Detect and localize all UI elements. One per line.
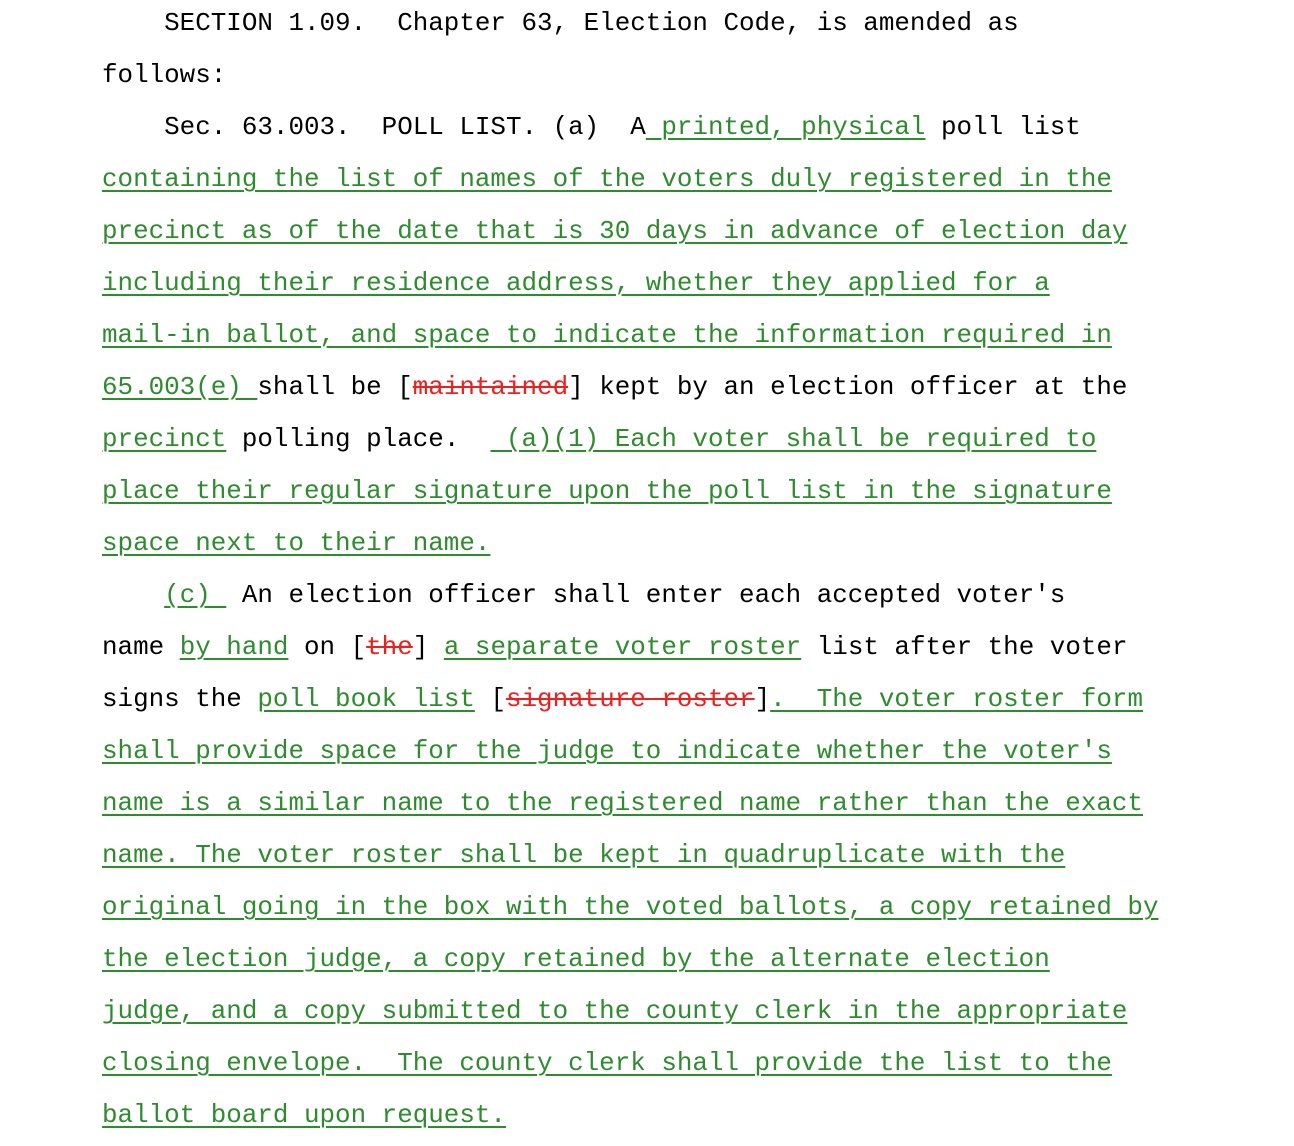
- inserted-text: name is a similar name to the registered name rather than the exact: [102, 788, 1143, 818]
- text-segment: ]: [412, 632, 444, 662]
- inserted-text: space next to their name.: [102, 528, 491, 558]
- text-line: [102, 8, 1019, 38]
- deleted-text: signature roster: [505, 684, 755, 714]
- inserted-text: (a)(1) Each voter shall be required to: [490, 424, 1097, 454]
- text-line: [102, 164, 1112, 194]
- text-line: [102, 1048, 1112, 1078]
- inserted-text: mail-in ballot, and space to indicate the information required in: [102, 320, 1112, 350]
- text-line: [102, 684, 1143, 714]
- text-segment: list after the voter: [801, 632, 1128, 662]
- inserted-text: a separate voter roster: [443, 632, 802, 662]
- inserted-text: original going in the box with the voted ballots, a copy retained by: [102, 892, 1159, 922]
- text-segment: poll list: [925, 112, 1081, 142]
- text-line: [102, 1100, 506, 1130]
- text-line: [102, 944, 1050, 974]
- text-line: [102, 996, 1127, 1026]
- inserted-text: . The voter roster form: [770, 684, 1144, 714]
- inserted-text: printed, physical: [645, 112, 926, 142]
- text-line: [102, 216, 1127, 246]
- inserted-text: 65.003(e): [102, 372, 258, 402]
- deleted-text: the: [366, 632, 413, 662]
- inserted-text: containing the list of names of the voters duly registered in the: [102, 164, 1112, 194]
- text-segment: signs the: [102, 684, 258, 714]
- inserted-text: judge, and a copy submitted to the county clerk in the appropriate: [102, 996, 1128, 1026]
- inserted-text: including their residence address, whether they applied for a: [102, 268, 1050, 298]
- text-line: [102, 840, 1065, 870]
- text-segment: shall be [: [257, 372, 413, 402]
- text-segment: polling place.: [226, 424, 491, 454]
- inserted-text: ballot board upon request.: [102, 1100, 506, 1130]
- inserted-text: the election judge, a copy retained by the alternate election: [102, 944, 1050, 974]
- inserted-text: shall provide space for the judge to indicate whether the voter's: [102, 736, 1112, 766]
- text-line: [102, 736, 1112, 766]
- text-line: [102, 892, 1159, 922]
- text-line: [102, 268, 1050, 298]
- text-segment: on [: [288, 632, 367, 662]
- text-line: [102, 476, 1112, 506]
- text-line: [102, 632, 1127, 662]
- text-segment: follows:: [102, 60, 227, 90]
- text-line: [102, 580, 1065, 610]
- deleted-text: maintained: [412, 372, 569, 402]
- text-segment: SECTION 1.09. Chapter 63, Election Code, is amended as: [102, 8, 1019, 38]
- text-segment: ]: [754, 684, 771, 714]
- text-segment: Sec. 63.003. POLL LIST. (a) A: [102, 112, 646, 142]
- inserted-text: by hand: [179, 632, 289, 662]
- text-line: [102, 528, 490, 558]
- text-line: [102, 424, 1096, 454]
- inserted-text: (c): [164, 580, 227, 610]
- inserted-text: closing envelope. The county clerk shall provide the list to the: [102, 1048, 1112, 1078]
- text-segment: An election officer shall enter each accepted voter's: [226, 580, 1066, 610]
- inserted-text: poll book list: [257, 684, 475, 714]
- text-line: [102, 788, 1143, 818]
- inserted-text: name. The voter roster shall be kept in quadruplicate with the: [102, 840, 1066, 870]
- text-line: [102, 372, 1127, 402]
- text-segment: ] kept by an election officer at the: [568, 372, 1128, 402]
- inserted-text: place their regular signature upon the poll list in the signature: [102, 476, 1112, 506]
- text-segment: name: [102, 632, 180, 662]
- text-segment: [: [474, 684, 506, 714]
- text-line: [102, 320, 1112, 350]
- text-line: [102, 112, 1081, 142]
- inserted-text: precinct as of the date that is 30 days in advance of election day: [102, 216, 1128, 246]
- text-segment: [102, 580, 164, 610]
- inserted-text: precinct: [102, 424, 227, 454]
- text-line: [102, 60, 226, 90]
